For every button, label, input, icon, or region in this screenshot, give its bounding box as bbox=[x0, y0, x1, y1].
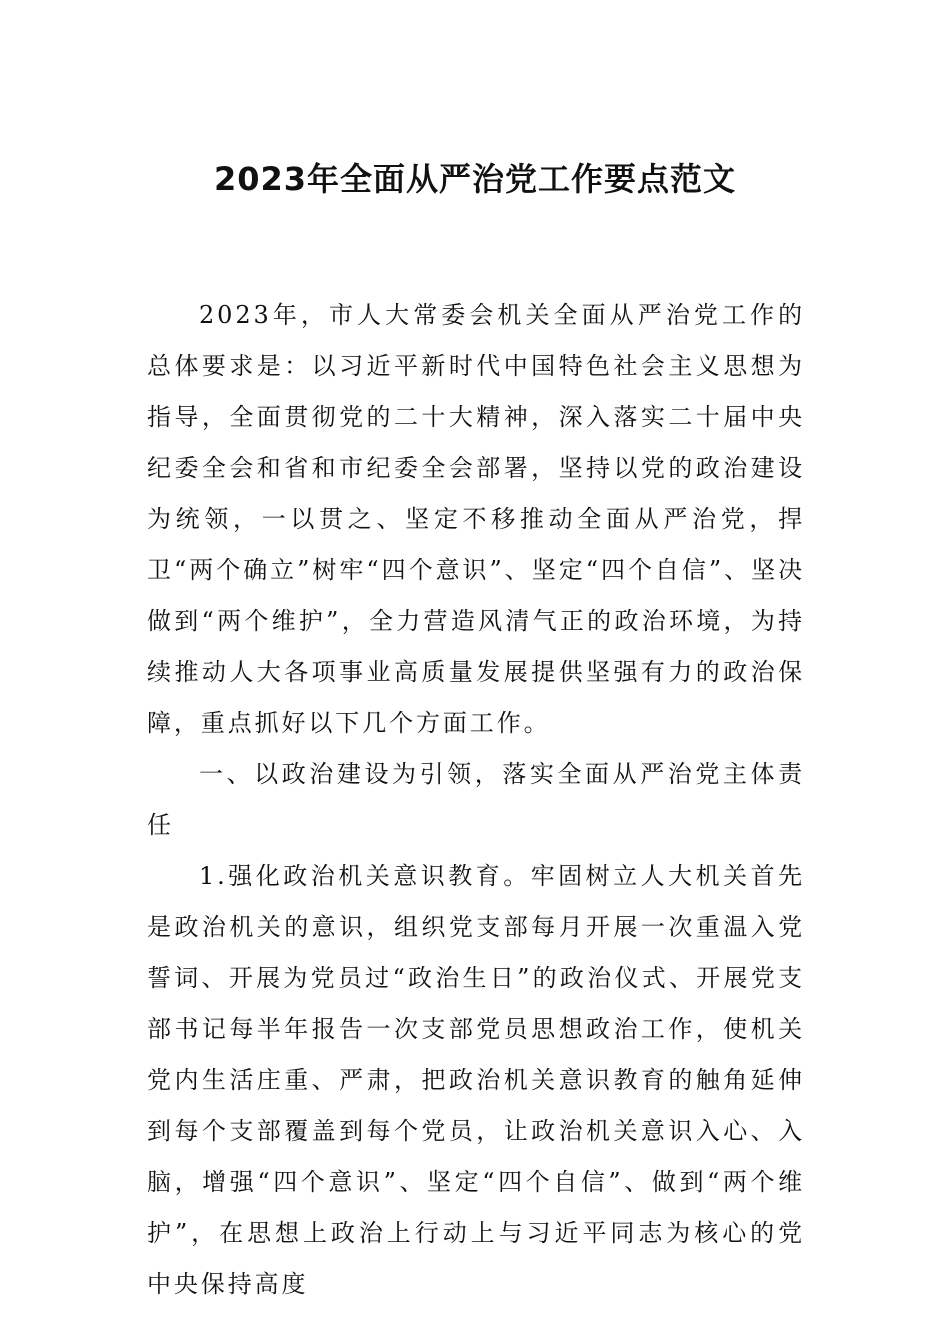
paragraph-intro: 2023年，市人大常委会机关全面从严治党工作的总体要求是：以习近平新时代中国特色社会主义思想为指导，全面贯彻党的二十大精神，深入落实二十届中央纪委全会和省和市纪委全会部署，坚持以党的政治建设为统领，一以贯之、坚定不移推动全面从严治党，捍卫“两个确立”树牢“四个意识”、坚定“四个自信”、坚决做到“两个维护”，全力营造风清气正的政治环境，为持续推动人大各项事业高质量发展提供坚强有力的政治保障，重点抓好以下几个方面工作。 bbox=[147, 301, 805, 737]
document-body bbox=[147, 290, 805, 1310]
section-heading-1: 一、以政治建设为引领，落实全面从严治党主体责任 bbox=[147, 760, 805, 839]
paragraph-item-1: 1.强化政治机关意识教育。牢固树立人大机关首先是政治机关的意识，组织党支部每月开展一次重温入党誓词、开展为党员过“政治生日”的政治仪式、开展党支部书记每半年报告一次支部党员思想政治工作，使机关党内生活庄重、严肃，把政治机关意识教育的触角延伸到每个支部覆盖到每个党员，让政治机关意识入心、入脑，增强“四个意识”、坚定“四个自信”、做到“两个维护”，在思想上政治上行动上与习近平同志为核心的党中央保持高度 bbox=[147, 862, 805, 1298]
document-title: 2023年全面从严治党工作要点范文 bbox=[213, 160, 737, 198]
